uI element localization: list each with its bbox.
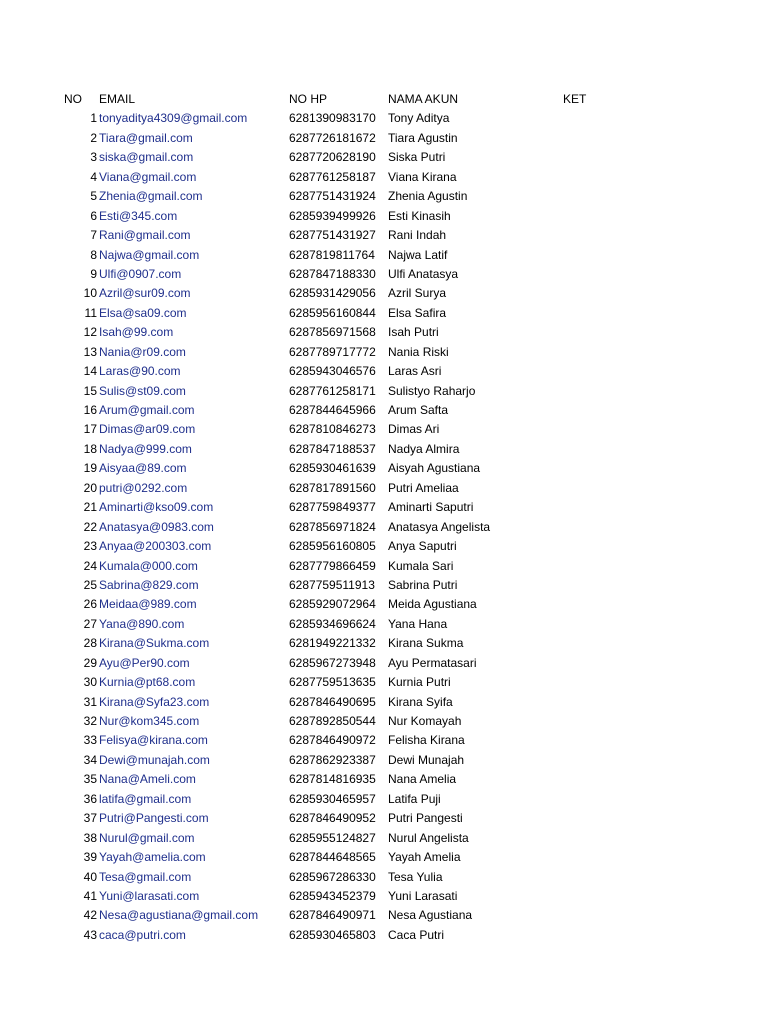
account-name: Laras Asri: [388, 364, 442, 379]
table-row: [0, 615, 768, 634]
table-row: [0, 790, 768, 809]
email-link[interactable]: Rani@gmail.com: [99, 228, 191, 243]
table-row: [0, 362, 768, 381]
email-link[interactable]: Aisyaa@89.com: [99, 461, 187, 476]
account-name: Esti Kinasih: [388, 208, 451, 223]
table-row: [0, 109, 768, 128]
table-row: [0, 420, 768, 439]
phone-number: 6287847188330: [289, 266, 376, 281]
table-row: [0, 343, 768, 362]
table-row: [0, 731, 768, 750]
row-number: 11: [84, 305, 97, 320]
account-name: Ayu Permatasari: [388, 655, 477, 670]
table-row: [0, 265, 768, 284]
email-link[interactable]: Aminarti@kso09.com: [99, 500, 214, 515]
email-link[interactable]: Esti@345.com: [99, 208, 178, 223]
email-link[interactable]: Nana@Ameli.com: [99, 772, 196, 787]
row-number: 26: [83, 597, 97, 612]
table-row: [0, 848, 768, 867]
header-note: KET: [563, 92, 587, 106]
account-name: Viana Kirana: [388, 169, 457, 184]
account-name: Nur Komayah: [388, 714, 462, 728]
table-row: [0, 576, 768, 595]
email-link[interactable]: Dimas@ar09.com: [99, 422, 196, 437]
email-link[interactable]: Nur@kom345.com: [99, 714, 200, 728]
row-number: 43: [83, 927, 97, 942]
email-link[interactable]: putri@0292.com: [99, 480, 188, 495]
phone-number: 6285967273948: [289, 655, 376, 670]
phone-number: 6287846490695: [289, 694, 376, 709]
account-name: Meida Agustiana: [388, 597, 477, 612]
row-number: 37: [83, 811, 97, 826]
phone-number: 6287779866459: [289, 558, 376, 573]
row-number: 5: [90, 189, 97, 204]
phone-number: 6287856971824: [289, 519, 376, 534]
row-number: 34: [83, 752, 97, 767]
email-link[interactable]: Viana@gmail.com: [99, 169, 197, 184]
account-name: Nadya Almira: [388, 441, 460, 456]
account-name: Tiara Agustin: [388, 130, 458, 145]
phone-number: 6287846490971: [289, 908, 376, 923]
account-name: Putri Ameliaa: [388, 480, 459, 495]
account-name: Siska Putri: [388, 150, 446, 165]
phone-number: 6285939499926: [289, 208, 376, 223]
table-row: [0, 479, 768, 498]
phone-number: 6285967286330: [289, 869, 376, 884]
phone-number: 6287761258187: [289, 169, 376, 184]
phone-number: 6287726181672: [289, 130, 376, 145]
account-name: Kirana Syifa: [388, 694, 453, 709]
table-row: [0, 537, 768, 556]
table-row: [0, 459, 768, 478]
email-link[interactable]: Nesa@agustiana@gmail.com: [99, 908, 259, 923]
account-name: Isah Putri: [388, 325, 439, 340]
account-name: Latifa Puji: [388, 791, 441, 806]
email-link[interactable]: Yayah@amelia.com: [99, 850, 206, 865]
table-row: [0, 887, 768, 906]
table-row: [0, 829, 768, 848]
row-number: 20: [83, 480, 97, 495]
account-name: Kumala Sari: [388, 558, 454, 573]
row-number: 1: [90, 111, 97, 126]
phone-number: 6287720628190: [289, 150, 376, 165]
phone-number: 6287759511913: [289, 577, 375, 592]
email-link[interactable]: Putri@Pangesti.com: [99, 811, 209, 826]
row-number: 9: [90, 266, 97, 281]
email-link[interactable]: Sulis@st09.com: [99, 383, 186, 398]
email-link[interactable]: Sabrina@829.com: [99, 577, 199, 592]
phone-number: 6285930465957: [289, 791, 376, 806]
table-row: [0, 129, 768, 148]
row-number: 29: [83, 655, 97, 670]
row-number: 18: [83, 441, 97, 456]
row-number: 13: [83, 344, 97, 359]
account-sheet: [0, 90, 768, 945]
phone-number: 6285943452379: [289, 888, 376, 903]
table-row: [0, 751, 768, 770]
table-row: [0, 168, 768, 187]
table-row: [0, 673, 768, 692]
email-link[interactable]: Isah@99.com: [99, 325, 174, 340]
phone-number: 6287844645966: [289, 403, 376, 417]
table-row: [0, 595, 768, 614]
phone-number: 6287856971568: [289, 325, 376, 340]
table-row: [0, 634, 768, 653]
account-name: Kurnia Putri: [388, 675, 451, 690]
table-row: [0, 654, 768, 673]
email-link[interactable]: Azril@sur09.com: [99, 286, 191, 301]
phone-number: 6285956160805: [289, 539, 376, 554]
table-row: [0, 557, 768, 576]
email-link[interactable]: Kirana@Syfa23.com: [99, 694, 210, 709]
phone-number: 6287810846273: [289, 422, 376, 437]
account-name: Aminarti Saputri: [388, 500, 474, 515]
phone-number: 6287846490952: [289, 811, 376, 826]
phone-number: 6285943046576: [289, 364, 376, 379]
row-number: 19: [83, 461, 97, 476]
account-name: Nurul Angelista: [388, 830, 469, 845]
account-name: Dewi Munajah: [388, 752, 465, 767]
header-phone: NO HP: [289, 92, 328, 106]
phone-number: 6287846490972: [289, 733, 376, 748]
account-name: Putri Pangesti: [388, 811, 463, 826]
phone-number: 6287892850544: [289, 714, 376, 728]
table-row: [0, 926, 768, 945]
email-link[interactable]: Anatasya@0983.com: [99, 519, 214, 534]
table-row: [0, 207, 768, 226]
row-number: 32: [83, 714, 97, 728]
phone-number: 6287789717772: [289, 344, 376, 359]
row-number: 38: [83, 830, 97, 845]
header-email: EMAIL: [99, 92, 136, 106]
account-name: Najwa Latif: [388, 247, 448, 262]
account-name: Sulistyo Raharjo: [388, 383, 476, 398]
row-number: 22: [83, 519, 97, 534]
email-link[interactable]: Tesa@gmail.com: [99, 869, 192, 884]
phone-number: 6285930465803: [289, 927, 376, 942]
email-link[interactable]: Dewi@munajah.com: [99, 752, 210, 767]
phone-number: 6287814816935: [289, 772, 376, 787]
row-number: 3: [90, 150, 97, 165]
row-number: 14: [83, 364, 97, 379]
phone-number: 6281390983170: [289, 111, 376, 126]
account-name: Anya Saputri: [388, 539, 457, 554]
email-link[interactable]: Yana@890.com: [99, 616, 185, 631]
table-row: [0, 693, 768, 712]
account-name: Dimas Ari: [388, 422, 440, 437]
email-link[interactable]: Kirana@Sukma.com: [99, 636, 210, 651]
phone-number: 6287751431927: [289, 228, 376, 243]
row-number: 27: [83, 616, 97, 631]
row-number: 31: [83, 694, 97, 709]
account-name: Ulfi Anatasya: [388, 266, 459, 281]
table-row: [0, 770, 768, 789]
phone-number: 6285930461639: [289, 461, 376, 476]
account-name: Elsa Safira: [388, 305, 447, 320]
row-number: 30: [83, 675, 97, 690]
email-link[interactable]: latifa@gmail.com: [99, 791, 192, 806]
row-number: 15: [83, 383, 97, 398]
phone-number: 6287751431924: [289, 189, 376, 204]
account-name: Nania Riski: [388, 344, 449, 359]
email-link[interactable]: Kumala@000.com: [99, 558, 198, 573]
row-number: 2: [90, 130, 97, 145]
header-no: NO: [64, 92, 82, 106]
table-row: [0, 906, 768, 925]
email-link[interactable]: Nadya@999.com: [99, 441, 192, 456]
phone-number: 6285956160844: [289, 305, 376, 320]
data-rows: [0, 109, 768, 945]
email-link[interactable]: caca@putri.com: [99, 927, 186, 942]
row-number: 7: [90, 228, 97, 243]
table-row: [0, 518, 768, 537]
account-name: Anatasya Angelista: [388, 519, 491, 534]
table-row: [0, 440, 768, 459]
table-row: [0, 401, 768, 420]
row-number: 24: [83, 558, 97, 573]
row-number: 4: [90, 169, 97, 184]
phone-number: 6285931429056: [289, 286, 376, 301]
row-number: 40: [83, 869, 97, 884]
table-row: [0, 284, 768, 303]
phone-number: 6285934696624: [289, 616, 376, 631]
phone-number: 6285929072964: [289, 597, 376, 612]
account-name: Sabrina Putri: [388, 577, 458, 592]
email-link[interactable]: Meidaa@989.com: [99, 597, 197, 612]
email-link[interactable]: Nania@r09.com: [99, 344, 186, 359]
row-number: 17: [83, 422, 97, 437]
table-row: [0, 712, 768, 731]
email-link[interactable]: Kurnia@pt68.com: [99, 675, 196, 690]
row-number: 42: [83, 908, 97, 923]
row-number: 21: [83, 500, 97, 515]
phone-number: 6285955124827: [289, 830, 376, 845]
table-row: [0, 498, 768, 517]
email-link[interactable]: Elsa@sa09.com: [99, 305, 187, 320]
email-link[interactable]: Najwa@gmail.com: [99, 247, 200, 262]
phone-number: 6287844648565: [289, 850, 376, 865]
table-row: [0, 148, 768, 167]
table-row: [0, 809, 768, 828]
account-name: Kirana Sukma: [388, 636, 464, 651]
email-link[interactable]: Nurul@gmail.com: [99, 830, 195, 845]
phone-number: 6281949221332: [289, 636, 376, 651]
phone-number: 6287819811764: [289, 247, 375, 262]
phone-number: 6287847188537: [289, 441, 376, 456]
account-name: Nesa Agustiana: [388, 908, 473, 923]
row-number: 23: [83, 539, 97, 554]
email-link[interactable]: tonyaditya4309@gmail.com: [99, 111, 248, 126]
table-row: [0, 226, 768, 245]
row-number: 28: [83, 636, 97, 651]
account-name: Yayah Amelia: [388, 850, 461, 865]
table-row: [0, 868, 768, 887]
row-number: 33: [83, 733, 97, 748]
email-link[interactable]: Ulfi@0907.com: [99, 266, 182, 281]
row-number: 6: [90, 208, 97, 223]
account-name: Tony Aditya: [388, 111, 450, 126]
account-name: Arum Safta: [388, 403, 449, 417]
account-name: Zhenia Agustin: [388, 189, 468, 204]
row-number: 41: [83, 888, 97, 903]
account-name: Yuni Larasati: [388, 888, 458, 903]
row-number: 8: [90, 247, 97, 262]
account-name: Yana Hana: [388, 616, 448, 631]
account-name: Tesa Yulia: [388, 869, 443, 884]
email-link[interactable]: Anyaa@200303.com: [99, 539, 212, 554]
row-number: 39: [83, 850, 97, 865]
email-link[interactable]: siska@gmail.com: [99, 150, 194, 165]
account-name: Caca Putri: [388, 927, 445, 942]
header-account-name: NAMA AKUN: [388, 92, 459, 106]
account-name: Nana Amelia: [388, 772, 457, 787]
header-row: [0, 90, 768, 109]
account-name: Azril Surya: [388, 286, 447, 301]
row-number: 36: [83, 791, 97, 806]
table-row: [0, 304, 768, 323]
phone-number: 6287759513635: [289, 675, 376, 690]
email-link[interactable]: Yuni@larasati.com: [99, 888, 200, 903]
email-link[interactable]: Felisya@kirana.com: [99, 733, 208, 748]
phone-number: 6287761258171: [289, 383, 376, 398]
email-link[interactable]: Ayu@Per90.com: [99, 655, 190, 670]
row-number: 25: [83, 577, 97, 592]
row-number: 10: [83, 286, 97, 301]
phone-number: 6287862923387: [289, 752, 376, 767]
table-row: [0, 382, 768, 401]
account-name: Rani Indah: [388, 228, 447, 243]
email-link[interactable]: Laras@90.com: [99, 364, 181, 379]
table-row: [0, 246, 768, 265]
row-number: 16: [83, 403, 97, 417]
table-row: [0, 323, 768, 342]
account-name: Aisyah Agustiana: [388, 461, 481, 476]
account-name: Felisha Kirana: [388, 733, 465, 748]
phone-number: 6287759849377: [289, 500, 376, 515]
row-number: 12: [83, 325, 97, 340]
row-number: 35: [83, 772, 97, 787]
phone-number: 6287817891560: [289, 480, 376, 495]
email-link[interactable]: Arum@gmail.com: [99, 403, 195, 417]
email-link[interactable]: Zhenia@gmail.com: [99, 189, 203, 204]
email-link[interactable]: Tiara@gmail.com: [99, 130, 193, 145]
table-row: [0, 187, 768, 206]
